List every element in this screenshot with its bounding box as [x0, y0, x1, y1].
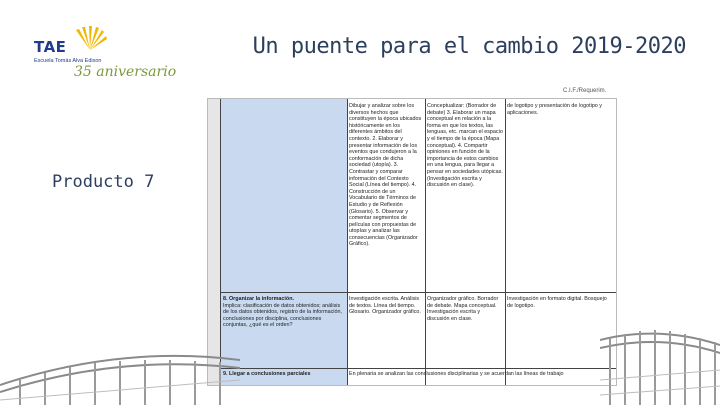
cell-r3-step [223, 371, 345, 383]
step-8-title: 8. Organizar la información. [223, 296, 294, 302]
document-note: C.I.F./Requerim. [563, 88, 607, 94]
step-9-title: 9. Llegar a conclusiones parciales [223, 371, 311, 377]
cell-r1-digital: de logotipo y presentación de logotipo y aplicaciones. [507, 103, 603, 116]
cell-r1-products: Conceptualizar: (Borrador de debate) 3. Elaborar un mapa conceptual en relación a la forma en que los textos, las lenguas, etc. marcan el espacio y el tiempo de la época (Mapa conceptual). 4. Compartir opiniones en función de la importancia de estos cambios en una lengua, para llegar a pensar en sociedades utópicas. (Investigación escrita y discusión en clase). [427, 103, 503, 189]
cell-r3-plenary: En plenaria se analizan las conclusiones disciplinarias y se acuerdan las líneas de trabajo [349, 371, 564, 377]
bridge-decoration-right [600, 320, 720, 405]
cell-r1-activities: Dibujar y analizar sobre los diversos hechos que constituyen la época ubicados históricamente en los diferentes ámbitos del contexto. 2. Elaborar y presentar información de los eventos que condujeron a la conformación de dicha sociedad (utopía). 3. Contrastar y comparar información del Contexto Social (Línea del tiempo). 4. Construcción de un Vocabulario de Términos de Estudio y de Reflexión (Glosario). 5. Observar y comentar segmentos de películas con propuestas de utopías y analizar las consecuencias (Organizador Gráfico). [349, 103, 422, 248]
product-label: Producto 7 [52, 172, 155, 192]
logo-anniversary: 35 aniversario [74, 64, 177, 80]
sun-icon [70, 26, 110, 52]
cell-r2-activities: Investigación escrita. Análisis de textos. Línea del tiempo. Glosario. Organizador gráfico. [349, 296, 421, 316]
slide-title: Un puente para el cambio 2019-2020 [252, 34, 686, 59]
school-logo [34, 20, 194, 90]
cell-r2-step [223, 296, 345, 366]
step-8-body: Implica: clasificación de datos obtenidos; análisis de los datos obtenidos, registro de la información, conclusiones por disciplina, conclusiones conjuntas, ¿qué es el orden? [223, 302, 342, 329]
cell-r2-digital: Investigación en formato digital. Bosquejo de logotipo. [507, 296, 607, 309]
logo-school-name: Escuela Tomás Alva Edison [34, 58, 102, 64]
bridge-decoration-left [0, 330, 240, 405]
logo-brand: TAE [34, 38, 67, 56]
document-image [207, 98, 617, 386]
cell-r2-products: Organizador gráfico. Borrador de debate. Mapa conceptual. Investigación escrita y discusión en clase. [427, 296, 499, 322]
